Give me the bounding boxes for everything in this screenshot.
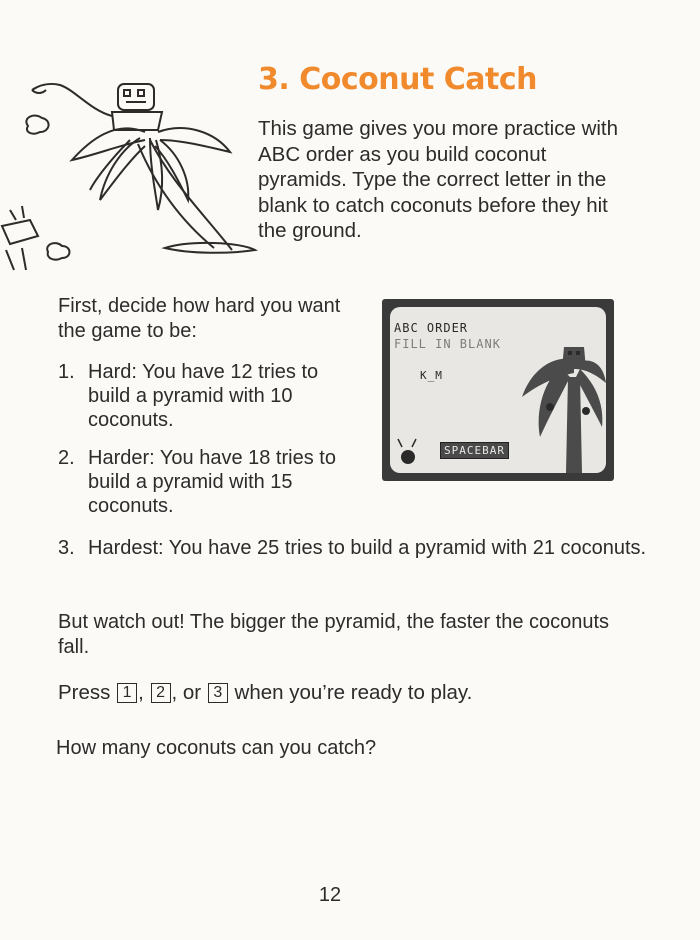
press-prefix: Press	[58, 681, 111, 704]
screen-heading: ABC ORDER	[394, 321, 469, 335]
section-title: 3. Coconut Catch	[258, 62, 537, 97]
option-text: Hardest: You have 25 tries to build a pyramid with 21 coconuts.	[88, 537, 647, 559]
press-sep: ,	[138, 681, 144, 704]
option-text: Hard: You have 12 tries to build a pyramid with 10 coconuts.	[88, 361, 319, 431]
key-2: 2	[151, 683, 171, 703]
screen-letter-puzzle: K_M	[420, 369, 443, 382]
difficulty-option-harder	[58, 446, 348, 518]
key-1: 1	[117, 683, 137, 703]
spacebar-indicator: SPACEBAR	[440, 442, 509, 459]
option-text: Harder: You have 18 tries to build a pyramid with 15 coconuts.	[88, 447, 336, 517]
option-number: 1.	[58, 361, 75, 383]
intro-paragraph: This game gives you more practice with ABC order as you build coconut pyramids. Type the correct letter in the blank to catch coconuts before they hit the ground.	[258, 117, 619, 242]
speed-warning: But watch out! The bigger the pyramid, the faster the coconuts fall.	[58, 611, 610, 658]
difficulty-lead: First, decide how hard you want the game to be:	[58, 295, 341, 342]
press-sep: , or	[171, 681, 202, 704]
closing-question: How many coconuts can you catch?	[56, 737, 377, 759]
press-suffix: when you’re ready to play.	[234, 681, 473, 704]
difficulty-option-hardest	[58, 536, 658, 560]
monkey-palm-tree-illustration	[0, 60, 280, 280]
screen-subheading: FILL IN BLANK	[394, 337, 501, 351]
difficulty-option-hard	[58, 360, 358, 432]
press-instructions	[58, 680, 658, 705]
option-number: 3.	[58, 537, 75, 559]
option-number: 2.	[58, 447, 75, 469]
game-screen-display	[390, 307, 606, 473]
page-number: 12	[318, 884, 342, 906]
key-3: 3	[208, 683, 228, 703]
game-screenshot	[382, 299, 614, 481]
